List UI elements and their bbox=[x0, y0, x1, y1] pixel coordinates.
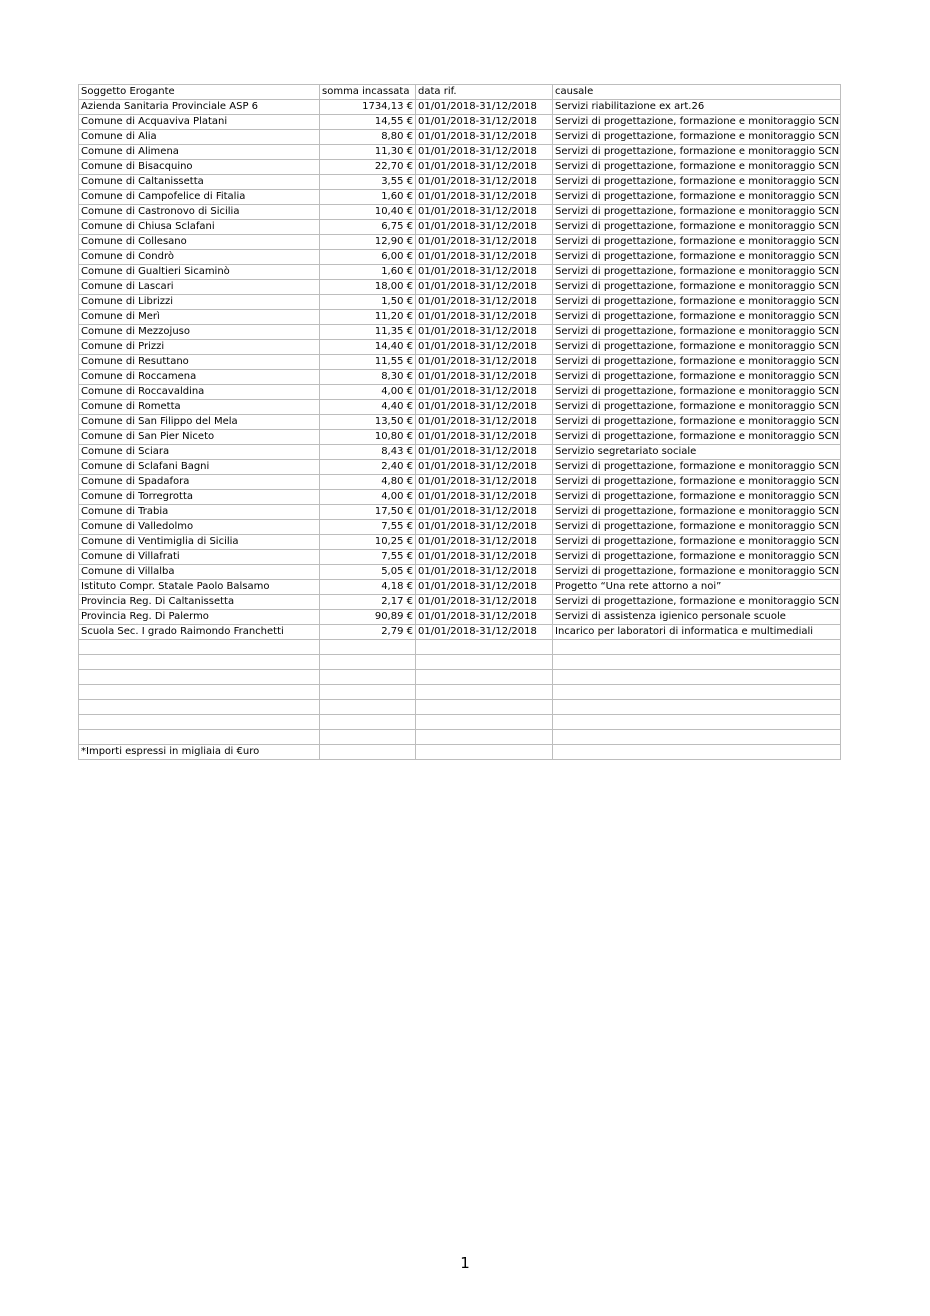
cell-somma: 4,00 € bbox=[320, 385, 416, 400]
cell-causale: Incarico per laboratori di informatica e multimediali bbox=[553, 625, 841, 640]
empty-cell bbox=[553, 685, 841, 700]
cell-causale: Servizi di progettazione, formazione e monitoraggio SCN bbox=[553, 220, 841, 235]
table-row bbox=[79, 505, 841, 520]
table-row bbox=[79, 475, 841, 490]
table-row bbox=[79, 325, 841, 340]
cell-somma: 2,17 € bbox=[320, 595, 416, 610]
cell-somma: 13,50 € bbox=[320, 415, 416, 430]
cell-somma: 11,20 € bbox=[320, 310, 416, 325]
cell-data: 01/01/2018-31/12/2018 bbox=[416, 265, 553, 280]
table-row bbox=[79, 370, 841, 385]
table-row bbox=[79, 220, 841, 235]
cell-somma: 6,00 € bbox=[320, 250, 416, 265]
cell-data: 01/01/2018-31/12/2018 bbox=[416, 385, 553, 400]
empty-cell bbox=[320, 670, 416, 685]
page-number: 1 bbox=[460, 1254, 470, 1272]
table-row bbox=[79, 340, 841, 355]
empty-cell bbox=[79, 730, 320, 745]
cell-data: 01/01/2018-31/12/2018 bbox=[416, 535, 553, 550]
cell-soggetto: Comune di Lascari bbox=[79, 280, 320, 295]
cell-data: 01/01/2018-31/12/2018 bbox=[416, 235, 553, 250]
empty-cell bbox=[416, 715, 553, 730]
empty-cell bbox=[320, 655, 416, 670]
empty-cell bbox=[320, 715, 416, 730]
cell-soggetto: Comune di Rometta bbox=[79, 400, 320, 415]
cell-causale: Servizi di progettazione, formazione e monitoraggio SCN bbox=[553, 310, 841, 325]
cell-causale: Servizio segretariato sociale bbox=[553, 445, 841, 460]
cell-data: 01/01/2018-31/12/2018 bbox=[416, 115, 553, 130]
cell-soggetto: Comune di Roccamena bbox=[79, 370, 320, 385]
cell-soggetto: Istituto Compr. Statale Paolo Balsamo bbox=[79, 580, 320, 595]
cell-somma: 22,70 € bbox=[320, 160, 416, 175]
table-row bbox=[79, 355, 841, 370]
empty-cell bbox=[320, 700, 416, 715]
cell-causale: Servizi di progettazione, formazione e monitoraggio SCN bbox=[553, 355, 841, 370]
cell-causale: Servizi di progettazione, formazione e monitoraggio SCN bbox=[553, 370, 841, 385]
cell-somma: 8,30 € bbox=[320, 370, 416, 385]
empty-cell bbox=[553, 700, 841, 715]
cell-causale: Servizi di progettazione, formazione e monitoraggio SCN bbox=[553, 460, 841, 475]
cell-soggetto: Comune di Campofelice di Fitalia bbox=[79, 190, 320, 205]
empty-cell bbox=[416, 700, 553, 715]
cell-data: 01/01/2018-31/12/2018 bbox=[416, 415, 553, 430]
cell-somma: 1,60 € bbox=[320, 265, 416, 280]
cell-causale: Servizi di progettazione, formazione e monitoraggio SCN bbox=[553, 235, 841, 250]
cell-causale: Servizi di progettazione, formazione e monitoraggio SCN bbox=[553, 535, 841, 550]
cell-soggetto: Comune di Trabia bbox=[79, 505, 320, 520]
cell-soggetto: Comune di Valledolmo bbox=[79, 520, 320, 535]
table-row bbox=[79, 175, 841, 190]
cell-somma: 12,90 € bbox=[320, 235, 416, 250]
cell-data: 01/01/2018-31/12/2018 bbox=[416, 130, 553, 145]
cell-soggetto: Comune di Bisacquino bbox=[79, 160, 320, 175]
empty-cell bbox=[320, 685, 416, 700]
cell-somma: 1734,13 € bbox=[320, 100, 416, 115]
cell-soggetto: Comune di Merì bbox=[79, 310, 320, 325]
empty-cell bbox=[416, 685, 553, 700]
cell-causale: Servizi di progettazione, formazione e monitoraggio SCN bbox=[553, 190, 841, 205]
cell-causale: Servizi di progettazione, formazione e monitoraggio SCN bbox=[553, 130, 841, 145]
cell-soggetto: Comune di Resuttano bbox=[79, 355, 320, 370]
footnote: *Importi espressi in migliaia di €uro bbox=[79, 745, 320, 760]
cell-data: 01/01/2018-31/12/2018 bbox=[416, 175, 553, 190]
cell-soggetto: Azienda Sanitaria Provinciale ASP 6 bbox=[79, 100, 320, 115]
cell-causale: Servizi di progettazione, formazione e monitoraggio SCN bbox=[553, 160, 841, 175]
cell-causale: Servizi di progettazione, formazione e monitoraggio SCN bbox=[553, 400, 841, 415]
cell-somma: 1,60 € bbox=[320, 190, 416, 205]
table-row bbox=[79, 550, 841, 565]
cell-causale: Servizi di progettazione, formazione e monitoraggio SCN bbox=[553, 115, 841, 130]
cell-causale: Servizi di progettazione, formazione e monitoraggio SCN bbox=[553, 550, 841, 565]
table-row bbox=[79, 385, 841, 400]
cell-causale: Servizi di progettazione, formazione e monitoraggio SCN bbox=[553, 175, 841, 190]
cell-somma: 11,55 € bbox=[320, 355, 416, 370]
cell-data: 01/01/2018-31/12/2018 bbox=[416, 280, 553, 295]
cell-causale: Servizi di progettazione, formazione e monitoraggio SCN bbox=[553, 475, 841, 490]
empty-cell bbox=[416, 745, 553, 760]
cell-soggetto: Comune di Roccavaldina bbox=[79, 385, 320, 400]
empty-cell bbox=[79, 685, 320, 700]
cell-causale: Servizi di progettazione, formazione e monitoraggio SCN bbox=[553, 385, 841, 400]
table-row bbox=[79, 565, 841, 580]
cell-soggetto: Comune di Mezzojuso bbox=[79, 325, 320, 340]
cell-causale: Servizi di progettazione, formazione e monitoraggio SCN bbox=[553, 415, 841, 430]
table-row bbox=[79, 100, 841, 115]
table-row bbox=[79, 265, 841, 280]
empty-cell bbox=[79, 670, 320, 685]
cell-somma: 17,50 € bbox=[320, 505, 416, 520]
cell-somma: 10,80 € bbox=[320, 430, 416, 445]
cell-data: 01/01/2018-31/12/2018 bbox=[416, 160, 553, 175]
cell-data: 01/01/2018-31/12/2018 bbox=[416, 355, 553, 370]
empty-cell bbox=[79, 640, 320, 655]
empty-row bbox=[79, 715, 841, 730]
table-body bbox=[79, 85, 841, 760]
table-row bbox=[79, 580, 841, 595]
table-row bbox=[79, 535, 841, 550]
cell-data: 01/01/2018-31/12/2018 bbox=[416, 325, 553, 340]
table-row bbox=[79, 160, 841, 175]
table-row bbox=[79, 145, 841, 160]
cell-causale: Servizi di progettazione, formazione e monitoraggio SCN bbox=[553, 505, 841, 520]
table-row bbox=[79, 610, 841, 625]
cell-soggetto: Scuola Sec. I grado Raimondo Franchetti bbox=[79, 625, 320, 640]
table-row bbox=[79, 430, 841, 445]
cell-soggetto: Comune di San Pier Niceto bbox=[79, 430, 320, 445]
cell-causale: Servizi riabilitazione ex art.26 bbox=[553, 100, 841, 115]
spreadsheet-table bbox=[78, 84, 841, 760]
cell-soggetto: Comune di Villafrati bbox=[79, 550, 320, 565]
cell-data: 01/01/2018-31/12/2018 bbox=[416, 475, 553, 490]
cell-somma: 5,05 € bbox=[320, 565, 416, 580]
empty-cell bbox=[320, 730, 416, 745]
empty-row bbox=[79, 640, 841, 655]
table-row bbox=[79, 625, 841, 640]
table-row bbox=[79, 115, 841, 130]
cell-data: 01/01/2018-31/12/2018 bbox=[416, 550, 553, 565]
cell-data: 01/01/2018-31/12/2018 bbox=[416, 205, 553, 220]
header-somma-incassata: somma incassata bbox=[320, 85, 416, 100]
cell-data: 01/01/2018-31/12/2018 bbox=[416, 490, 553, 505]
table-row bbox=[79, 460, 841, 475]
empty-cell bbox=[416, 640, 553, 655]
table-row bbox=[79, 190, 841, 205]
cell-data: 01/01/2018-31/12/2018 bbox=[416, 430, 553, 445]
table-row bbox=[79, 520, 841, 535]
cell-somma: 90,89 € bbox=[320, 610, 416, 625]
cell-causale: Servizi di progettazione, formazione e monitoraggio SCN bbox=[553, 520, 841, 535]
cell-somma: 8,43 € bbox=[320, 445, 416, 460]
empty-cell bbox=[79, 655, 320, 670]
cell-causale: Servizi di progettazione, formazione e monitoraggio SCN bbox=[553, 490, 841, 505]
table-row bbox=[79, 130, 841, 145]
header-data-rif: data rif. bbox=[416, 85, 553, 100]
empty-cell bbox=[416, 730, 553, 745]
empty-row bbox=[79, 685, 841, 700]
cell-causale: Servizi di assistenza igienico personale scuole bbox=[553, 610, 841, 625]
table-row bbox=[79, 295, 841, 310]
cell-soggetto: Comune di Caltanissetta bbox=[79, 175, 320, 190]
cell-data: 01/01/2018-31/12/2018 bbox=[416, 505, 553, 520]
cell-somma: 10,40 € bbox=[320, 205, 416, 220]
cell-soggetto: Comune di Gualtieri Sicaminò bbox=[79, 265, 320, 280]
cell-data: 01/01/2018-31/12/2018 bbox=[416, 295, 553, 310]
cell-soggetto: Comune di Alimena bbox=[79, 145, 320, 160]
cell-somma: 6,75 € bbox=[320, 220, 416, 235]
empty-cell bbox=[553, 640, 841, 655]
cell-data: 01/01/2018-31/12/2018 bbox=[416, 565, 553, 580]
empty-cell bbox=[553, 715, 841, 730]
empty-cell bbox=[553, 730, 841, 745]
cell-soggetto: Comune di Condrò bbox=[79, 250, 320, 265]
cell-data: 01/01/2018-31/12/2018 bbox=[416, 520, 553, 535]
cell-causale: Progetto “Una rete attorno a noi” bbox=[553, 580, 841, 595]
cell-somma: 2,79 € bbox=[320, 625, 416, 640]
cell-somma: 4,18 € bbox=[320, 580, 416, 595]
cell-soggetto: Comune di Ventimiglia di Sicilia bbox=[79, 535, 320, 550]
header-causale: causale bbox=[553, 85, 841, 100]
table-row bbox=[79, 310, 841, 325]
cell-data: 01/01/2018-31/12/2018 bbox=[416, 580, 553, 595]
table-row bbox=[79, 250, 841, 265]
empty-cell bbox=[79, 715, 320, 730]
cell-somma: 4,80 € bbox=[320, 475, 416, 490]
cell-somma: 10,25 € bbox=[320, 535, 416, 550]
cell-data: 01/01/2018-31/12/2018 bbox=[416, 400, 553, 415]
header-soggetto-erogante: Soggetto Erogante bbox=[79, 85, 320, 100]
cell-data: 01/01/2018-31/12/2018 bbox=[416, 100, 553, 115]
cell-data: 01/01/2018-31/12/2018 bbox=[416, 190, 553, 205]
cell-somma: 2,40 € bbox=[320, 460, 416, 475]
table-row bbox=[79, 205, 841, 220]
cell-data: 01/01/2018-31/12/2018 bbox=[416, 370, 553, 385]
table-row bbox=[79, 280, 841, 295]
empty-cell bbox=[320, 745, 416, 760]
cell-somma: 11,30 € bbox=[320, 145, 416, 160]
cell-somma: 3,55 € bbox=[320, 175, 416, 190]
cell-soggetto: Comune di Torregrotta bbox=[79, 490, 320, 505]
cell-soggetto: Comune di Sclafani Bagni bbox=[79, 460, 320, 475]
cell-soggetto: Comune di Sciara bbox=[79, 445, 320, 460]
cell-soggetto: Provincia Reg. Di Palermo bbox=[79, 610, 320, 625]
cell-somma: 4,00 € bbox=[320, 490, 416, 505]
cell-soggetto: Comune di Villalba bbox=[79, 565, 320, 580]
cell-soggetto: Comune di Librizzi bbox=[79, 295, 320, 310]
header-row bbox=[79, 85, 841, 100]
empty-cell bbox=[416, 670, 553, 685]
cell-causale: Servizi di progettazione, formazione e monitoraggio SCN bbox=[553, 295, 841, 310]
cell-soggetto: Comune di Acquaviva Platani bbox=[79, 115, 320, 130]
footnote-row bbox=[79, 745, 841, 760]
cell-soggetto: Comune di San Filippo del Mela bbox=[79, 415, 320, 430]
cell-somma: 7,55 € bbox=[320, 550, 416, 565]
cell-somma: 14,55 € bbox=[320, 115, 416, 130]
empty-cell bbox=[320, 640, 416, 655]
cell-causale: Servizi di progettazione, formazione e monitoraggio SCN bbox=[553, 250, 841, 265]
empty-row bbox=[79, 670, 841, 685]
cell-causale: Servizi di progettazione, formazione e monitoraggio SCN bbox=[553, 430, 841, 445]
table-row bbox=[79, 595, 841, 610]
empty-cell bbox=[553, 670, 841, 685]
cell-data: 01/01/2018-31/12/2018 bbox=[416, 310, 553, 325]
cell-causale: Servizi di progettazione, formazione e monitoraggio SCN bbox=[553, 325, 841, 340]
cell-causale: Servizi di progettazione, formazione e monitoraggio SCN bbox=[553, 145, 841, 160]
empty-cell bbox=[553, 655, 841, 670]
cell-causale: Servizi di progettazione, formazione e monitoraggio SCN bbox=[553, 265, 841, 280]
table-row bbox=[79, 490, 841, 505]
cell-data: 01/01/2018-31/12/2018 bbox=[416, 625, 553, 640]
cell-data: 01/01/2018-31/12/2018 bbox=[416, 595, 553, 610]
empty-row bbox=[79, 730, 841, 745]
cell-soggetto: Comune di Chiusa Sclafani bbox=[79, 220, 320, 235]
cell-somma: 18,00 € bbox=[320, 280, 416, 295]
cell-soggetto: Comune di Collesano bbox=[79, 235, 320, 250]
cell-soggetto: Provincia Reg. Di Caltanissetta bbox=[79, 595, 320, 610]
cell-data: 01/01/2018-31/12/2018 bbox=[416, 460, 553, 475]
cell-somma: 14,40 € bbox=[320, 340, 416, 355]
cell-somma: 7,55 € bbox=[320, 520, 416, 535]
empty-row bbox=[79, 655, 841, 670]
empty-cell bbox=[416, 655, 553, 670]
cell-data: 01/01/2018-31/12/2018 bbox=[416, 145, 553, 160]
cell-causale: Servizi di progettazione, formazione e monitoraggio SCN bbox=[553, 565, 841, 580]
cell-causale: Servizi di progettazione, formazione e monitoraggio SCN bbox=[553, 280, 841, 295]
cell-soggetto: Comune di Alia bbox=[79, 130, 320, 145]
cell-soggetto: Comune di Prizzi bbox=[79, 340, 320, 355]
cell-somma: 4,40 € bbox=[320, 400, 416, 415]
cell-data: 01/01/2018-31/12/2018 bbox=[416, 220, 553, 235]
cell-data: 01/01/2018-31/12/2018 bbox=[416, 340, 553, 355]
cell-data: 01/01/2018-31/12/2018 bbox=[416, 445, 553, 460]
cell-somma: 8,80 € bbox=[320, 130, 416, 145]
empty-cell bbox=[553, 745, 841, 760]
empty-row bbox=[79, 700, 841, 715]
cell-data: 01/01/2018-31/12/2018 bbox=[416, 610, 553, 625]
table-row bbox=[79, 445, 841, 460]
cell-causale: Servizi di progettazione, formazione e monitoraggio SCN bbox=[553, 205, 841, 220]
cell-somma: 11,35 € bbox=[320, 325, 416, 340]
table-row bbox=[79, 235, 841, 250]
table-row bbox=[79, 400, 841, 415]
cell-causale: Servizi di progettazione, formazione e monitoraggio SCN bbox=[553, 340, 841, 355]
cell-soggetto: Comune di Castronovo di Sicilia bbox=[79, 205, 320, 220]
empty-cell bbox=[79, 700, 320, 715]
cell-somma: 1,50 € bbox=[320, 295, 416, 310]
cell-data: 01/01/2018-31/12/2018 bbox=[416, 250, 553, 265]
table-row bbox=[79, 415, 841, 430]
cell-soggetto: Comune di Spadafora bbox=[79, 475, 320, 490]
cell-causale: Servizi di progettazione, formazione e monitoraggio SCN bbox=[553, 595, 841, 610]
